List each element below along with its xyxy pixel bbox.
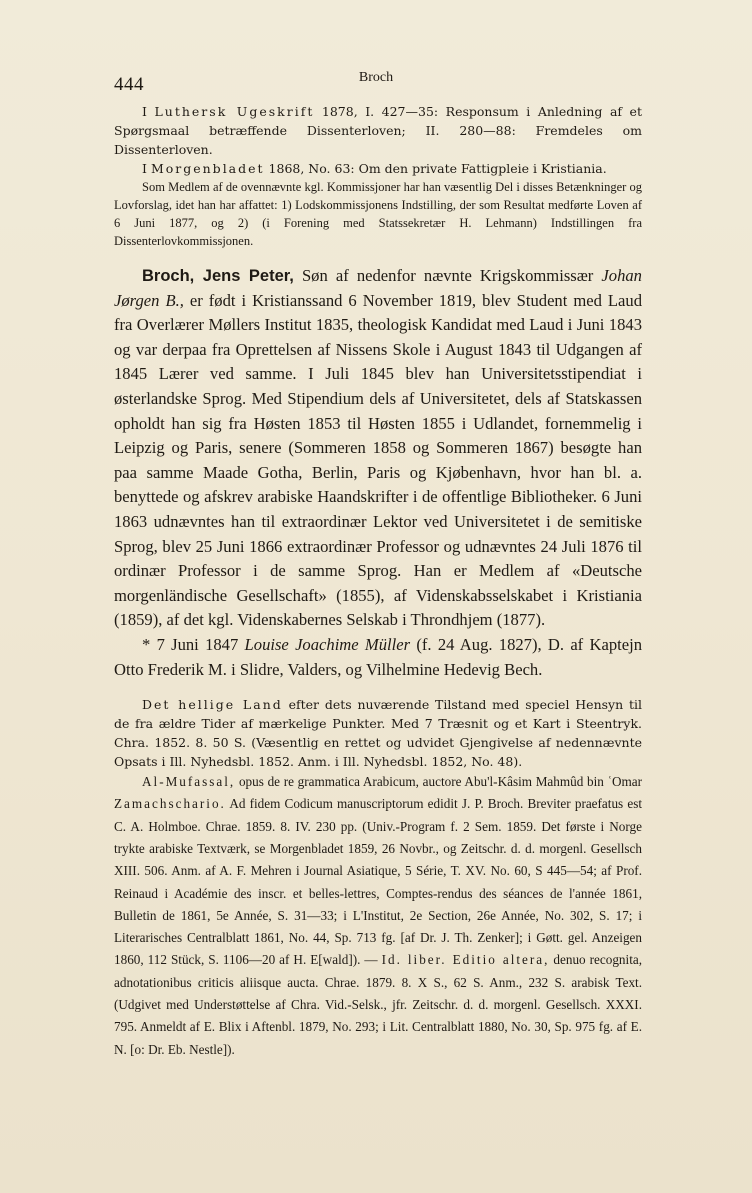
page-number: 444 xyxy=(114,74,144,95)
source-prefix: I xyxy=(142,104,147,119)
work-second-edition: Id. liber. Editio altera, xyxy=(381,952,550,968)
source-details: 1878, I. 427—35: Responsum i Anledning af et Spørgsmaal betræffende Dissenterloven; II. 280—88: Fremdeles om Dissenterloven. xyxy=(114,104,642,157)
work-author: Zamachschario. xyxy=(114,796,226,812)
work-details: efter dets nuværende Tilstand med speciel Hensyn til de fra ældre Tider af mærkelige Punkter. Med 7 Træsnit og et Kart i Steentryk. Chra. 1852. 8. 50 S. (Væsentlig en rettet og udvidet Gjengivelse af nedennævnte Opsats i Ill. Nyhedsbl. 1852. Anm. i Ill. Nyhedsbl. 1852, No. 48). xyxy=(114,697,642,770)
source-publication: Luthersk Ugeskrift xyxy=(154,104,315,119)
source-publication: Morgenbladet xyxy=(150,161,265,176)
work-title: Det hellige Land xyxy=(142,697,283,713)
work-details: denuo recognita, adnotationibus criticis aliisque aucta. Chrae. 1879. 8. X S., 62 S. Anm., 232 S. arabisk Text. (Udgivet med Understøttelse af Chra. Vid.-Selsk., jfr. Zeitschr. d. d. morgenl. Gesellsch. XXXI. 795. Anmeldt af E. Blix i Aftenbl. 1879, No. 293; i Lit. Centralblatt 1880, No. 30, Sp. 975 fg. af E. N. [o: Dr. Eb. Nestle]). xyxy=(114,952,643,1057)
work-details: opus de re grammatica Arabicum, auctore Abu'l-Kâsim Mahmûd bin ʿOmar xyxy=(238,774,643,790)
spacer xyxy=(114,250,642,264)
work-entry xyxy=(114,695,642,771)
source-details: 1868, No. 63: Om den private Fattigpleie i Kristiania. xyxy=(268,161,607,176)
source-prefix: I xyxy=(142,161,147,176)
work-title: Al-Mufassal, xyxy=(142,774,236,790)
marriage-date: * 7 Juni 1847 xyxy=(142,634,239,654)
marriage-entry xyxy=(114,633,642,682)
father-name: Johan Jørgen B., xyxy=(114,266,642,310)
page-content xyxy=(114,102,642,1061)
biography-entry xyxy=(114,264,642,633)
page-header xyxy=(0,70,752,94)
running-head: Broch xyxy=(358,70,394,85)
work-entry xyxy=(114,771,642,1061)
source-entry xyxy=(114,159,642,178)
source-entry xyxy=(114,102,642,159)
marriage-details: (f. 24 Aug. 1827), D. af Kaptejn Otto Frederik M. i Slidre, Valders, og Vilhelmine Hedevig Bech. xyxy=(114,634,643,679)
spacer xyxy=(114,682,642,695)
entry-name: Broch, Jens Peter, xyxy=(142,267,294,285)
work-details: Ad fidem Codicum manuscriptorum edidit J. P. Broch. Breviter praefatus est C. A. Holmboe. Chrae. 1859. 8. IV. 230 pp. (Univ.-Program f. 2 Sem. 1859. Det første i Norge trykte arabiske Textværk, se Morgenbladet 1859, 26 Novbr., og Zeitschr. d. d. morgenl. Gesellsch XIII. 506. Anm. af A. F. Mehren i Journal Asiatique, 5 Série, T. XV. No. 60, S 445—54; af Prof. Reinaud i Académie des inscr. et belles-lettres, Comptes-rendus des séances de l'année 1861, Bulletin de 1861, 5e Année, S. 31—33; i L'Institut, 2e Section, 26e Année, No. 302, S. 17; i Literarisches Centralblatt 1861, No. 44, Sp. 713 fg. [af Dr. J. Th. Zenker]; i Gøtt. gel. Anzeigen 1860, 112 Stück, S. 1106—20 af H. E[wald]). — xyxy=(114,796,642,968)
member-note: Som Medlem af de ovennævnte kgl. Kommissjoner har han væsentlig Del i disses Betænkninger og Lovforslag, idet han har affattet: 1) Lodskommissjonens Indstilling, der som Resultat medførte Loven af 6 Juni 1877, og 2) (i Forening med Statssekretær H. Lehmann) Indstillingen fra Dissenterlovkommissjonen. xyxy=(114,180,642,248)
entry-text-a: Søn af nedenfor nævnte Krigskommissær xyxy=(301,266,594,285)
wife-name: Louise Joachime Müller xyxy=(244,634,411,654)
entry-text-b: er født i Kristianssand 6 November 1819, blev Student med Laud fra Overlærer Møllers Institut 1835, theologisk Kandidat med Laud i Juni 1843 og var derpaa fra Oprettelsen af Nissens Skole i August 1843 til Udgangen af 1845 Lærer ved samme. I Juli 1845 blev han Universitetsstipendiat i østerlandske Sprog. Med Stipendium dels af Universitetet, dels af Statskassen opholdt han sig fra Høsten 1853 til Høsten 1855 i Udlandet, fornemmelig i Leipzig og Paris, senere (Sommeren 1858 og Sommeren 1867) besøgte han paa samme Maade Gotha, Berlin, Paris og Kjøbenhavn, hvor han bl. a. benyttede og afskrev arabiske Haandskrifter i de offentlige Bibliotheker. 6 Juni 1863 udnævntes han til extraordinær Lektor ved Universitetet i de semitiske Sprog, blev 25 Juni 1866 extraordinær Professor og udnævntes 24 Juli 1876 til ordinær Professor i de samme Sprog. Han er Medlem af «Deutsche morgenländische Gesellschaft» (1855), af Videnskabsselskabet i Kristiania (1859), af det kgl. Videnskabernes Selskab i Throndhjem (1877). xyxy=(114,290,642,630)
